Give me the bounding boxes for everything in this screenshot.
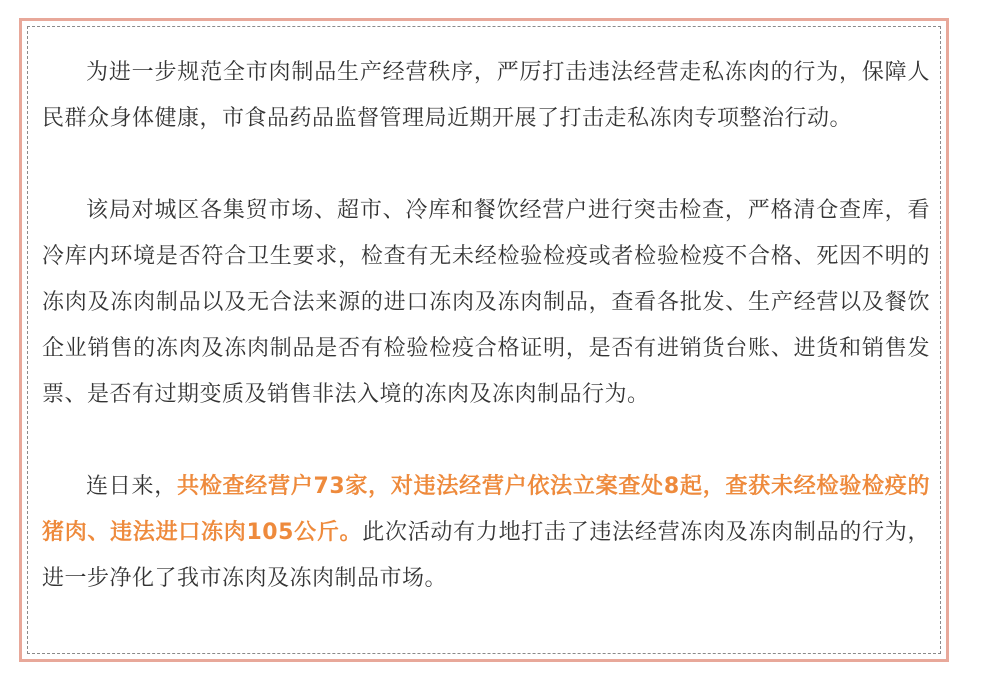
paragraph-3-lead: 连日来， bbox=[86, 474, 178, 499]
paragraph-3-rest: 此次活动有力地打击了违法经营冻肉及冻肉制品的行为，进一步净化了我市冻肉及冻肉制品市场。 bbox=[42, 520, 930, 591]
article-body bbox=[42, 50, 930, 602]
paragraph-2: 该局对城区各集贸市场、超市、冷库和餐饮经营户进行突击检查，严格清仓查库，看冷库内环境是否符合卫生要求，检查有无未经检验检疫或者检验检疫不合格、死因不明的冻肉及冻肉制品以及无合法来源的进口冻肉及冻肉制品，查看各批发、生产经营以及餐饮企业销售的冻肉及冻肉制品是否有检验检疫合格证明，是否有进销货台账、进货和销售发票、是否有过期变质及销售非法入境的冻肉及冻肉制品行为。 bbox=[42, 198, 930, 407]
paragraph-3 bbox=[42, 464, 930, 602]
paragraph-3-highlight: 共检查经营户73家，对违法经营户依法立案查处8起，查获未经检验检疫的猪肉、违法进口冻肉105公斤。 bbox=[42, 474, 930, 545]
paragraph-1: 为进一步规范全市肉制品生产经营秩序，严厉打击违法经营走私冻肉的行为，保障人民群众身体健康，市食品药品监督管理局近期开展了打击走私冻肉专项整治行动。 bbox=[42, 60, 930, 131]
article-frame bbox=[19, 18, 949, 662]
